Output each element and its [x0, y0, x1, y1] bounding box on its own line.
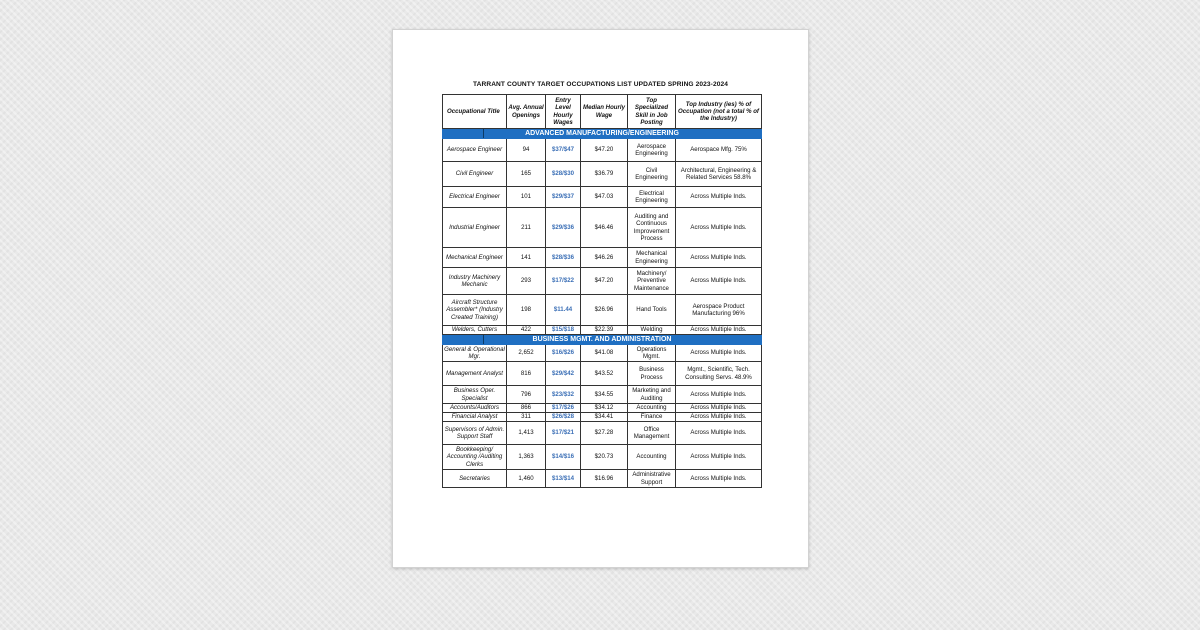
cell-annual-openings: 816 — [507, 362, 546, 386]
cell-occupational-title: General & Operational Mgr. — [444, 345, 505, 360]
cell-median-wage: $41.08 — [581, 345, 628, 362]
cell-median-wage: $20.73 — [581, 445, 628, 470]
cell-top-industry: Across Multiple Inds. — [676, 413, 762, 422]
document-title: TARRANT COUNTY TARGET OCCUPATIONS LIST UPDATED SPRING 2023-2024 — [472, 81, 729, 88]
cell-annual-openings: 94 — [507, 139, 546, 162]
header-top-industry: Top Industry (ies) % of Occupation (not a total % of the Industry) — [676, 95, 762, 129]
table-row — [443, 139, 762, 162]
table-row — [443, 362, 762, 386]
cell-top-industry: Across Multiple Inds. — [676, 386, 762, 404]
cell-entry-wage: $17/$22 — [546, 268, 581, 295]
cell-annual-openings: 796 — [507, 386, 546, 404]
cell-top-skill: Mechanical Engineering — [628, 248, 676, 268]
section-header — [443, 129, 762, 139]
table-row — [443, 345, 762, 362]
cell-annual-openings: 1,460 — [507, 470, 546, 488]
cell-annual-openings: 311 — [507, 413, 546, 422]
header-top-skill: Top Specialized Skill in Job Posting — [628, 95, 676, 129]
cell-top-skill: Machinery/ Preventive Maintenance — [628, 268, 676, 295]
table-row — [443, 422, 762, 445]
section-label: BUSINESS MGMT. AND ADMINISTRATION — [532, 336, 672, 343]
cell-occupational-title: Mechanical Engineer — [443, 248, 507, 268]
table-body — [443, 129, 762, 488]
cell-entry-wage: $13/$14 — [546, 470, 581, 488]
cell-entry-wage: $29/$36 — [546, 208, 581, 248]
cell-entry-wage: $17/$21 — [546, 422, 581, 445]
cell-top-skill: Aerospace Engineering — [628, 139, 676, 162]
table-row — [443, 248, 762, 268]
cell-occupational-title: Industrial Engineer — [443, 208, 507, 248]
header-median-wage: Median Hourly Wage — [581, 95, 628, 129]
cell-annual-openings: 2,652 — [507, 345, 546, 362]
table-row — [443, 295, 762, 326]
table-row — [443, 470, 762, 488]
cell-top-industry: Across Multiple Inds. — [676, 470, 762, 488]
cell-annual-openings: 211 — [507, 208, 546, 248]
header-occupational-title: Occupational Title — [443, 95, 507, 129]
cell-entry-wage: $15/$18 — [546, 326, 581, 335]
cell-entry-wage: $29/$37 — [546, 187, 581, 208]
cell-median-wage: $43.52 — [581, 362, 628, 386]
table-header-row — [443, 95, 762, 129]
cell-top-skill: Administrative Support — [628, 470, 676, 488]
document-page — [392, 29, 809, 568]
cell-median-wage: $46.26 — [581, 248, 628, 268]
table-row — [443, 187, 762, 208]
cell-top-industry: Across Multiple Inds. — [676, 404, 762, 413]
cell-median-wage: $22.39 — [581, 326, 628, 335]
cell-top-industry: Across Multiple Inds. — [676, 326, 762, 335]
table-row — [443, 208, 762, 248]
table-row — [443, 413, 762, 422]
cell-top-skill: Business Process — [628, 362, 676, 386]
cell-top-skill: Welding — [628, 326, 676, 335]
cell-entry-wage: $26/$28 — [546, 413, 581, 422]
cell-top-industry: Across Multiple Inds. — [676, 345, 762, 362]
cell-top-industry: Aerospace Product Manufacturing 96% — [676, 295, 762, 326]
cell-median-wage: $26.96 — [581, 295, 628, 326]
cell-annual-openings: 198 — [507, 295, 546, 326]
cell-median-wage: $34.41 — [581, 413, 628, 422]
cell-top-skill: Accounting — [628, 404, 676, 413]
header-annual-openings: Avg. Annual Openings — [507, 95, 546, 129]
table-row — [443, 268, 762, 295]
cell-occupational-title: Industry Machinery Mechanic — [443, 268, 507, 295]
cell-annual-openings: 1,363 — [507, 445, 546, 470]
cell-top-skill: Electrical Engineering — [628, 187, 676, 208]
cell-median-wage: $16.96 — [581, 470, 628, 488]
cell-annual-openings: 422 — [507, 326, 546, 335]
cell-occupational-title: Aircraft Structure Assembler* (Industry Created Training) — [443, 295, 507, 326]
cell-top-skill: Auditing and Continuous Improvement Process — [628, 208, 676, 248]
occupations-table — [442, 94, 762, 488]
table-row — [443, 386, 762, 404]
cell-annual-openings: 1,413 — [507, 422, 546, 445]
section-header — [443, 335, 762, 345]
cell-top-skill: Office Management — [628, 422, 676, 445]
cell-occupational-title: Secretaries — [443, 470, 507, 488]
cell-top-skill: Finance — [628, 413, 676, 422]
cell-entry-wage: $28/$36 — [546, 248, 581, 268]
cell-top-industry: Architectural, Engineering & Related Services 58.8% — [676, 162, 762, 187]
cell-median-wage: $47.03 — [581, 187, 628, 208]
cell-top-industry: Across Multiple Inds. — [676, 268, 762, 295]
table-row — [443, 326, 762, 335]
section-divider — [483, 129, 484, 138]
cell-median-wage: $34.12 — [581, 404, 628, 413]
cell-occupational-title: Supervisors of Admin. Support Staff — [443, 422, 507, 445]
cell-entry-wage: $37/$47 — [546, 139, 581, 162]
cell-top-skill: Operations Mgmt. — [628, 345, 676, 362]
cell-top-industry: Across Multiple Inds. — [676, 248, 762, 268]
cell-entry-wage: $14/$16 — [546, 445, 581, 470]
cell-annual-openings: 165 — [507, 162, 546, 187]
cell-annual-openings: 101 — [507, 187, 546, 208]
cell-median-wage: $36.79 — [581, 162, 628, 187]
header-entry-wages: Entry Level Hourly Wages — [546, 95, 581, 129]
table-row — [443, 445, 762, 470]
cell-top-industry: Across Multiple Inds. — [676, 208, 762, 248]
cell-median-wage: $47.20 — [581, 268, 628, 295]
cell-occupational-title: Aerospace Engineer — [443, 139, 507, 162]
cell-occupational-title: Business Oper. Specialist — [443, 386, 507, 404]
cell-entry-wage: $23/$32 — [546, 386, 581, 404]
table-row — [443, 404, 762, 413]
cell-entry-wage: $17/$26 — [546, 404, 581, 413]
section-divider — [483, 335, 484, 344]
cell-occupational-title: Bookkeeping/ Accounting /Auditing Clerks — [443, 445, 507, 470]
cell-entry-wage: $29/$42 — [546, 362, 581, 386]
cell-entry-wage: $11.44 — [546, 295, 581, 326]
section-header-row — [443, 129, 762, 139]
cell-occupational-title: Financial Analyst — [443, 413, 507, 422]
cell-top-skill: Marketing and Auditing — [628, 386, 676, 404]
cell-top-skill: Accounting — [628, 445, 676, 470]
cell-median-wage: $47.20 — [581, 139, 628, 162]
cell-occupational-title: Welders, Cutters — [443, 326, 507, 335]
cell-median-wage: $46.46 — [581, 208, 628, 248]
cell-top-skill: Hand Tools — [628, 295, 676, 326]
cell-top-industry: Mgmt., Scientific, Tech. Consulting Servs. 48.9% — [676, 362, 762, 386]
cell-occupational-title: Management Analyst — [443, 362, 507, 386]
cell-annual-openings: 141 — [507, 248, 546, 268]
cell-occupational-title: Accounts/Auditors — [443, 404, 507, 413]
section-label: ADVANCED MANUFACTURING/ENGINEERING — [525, 130, 679, 137]
cell-median-wage: $27.28 — [581, 422, 628, 445]
cell-top-industry: Across Multiple Inds. — [676, 187, 762, 208]
cell-entry-wage: $16/$26 — [546, 345, 581, 362]
cell-annual-openings: 293 — [507, 268, 546, 295]
table-row — [443, 162, 762, 187]
cell-annual-openings: 866 — [507, 404, 546, 413]
cell-occupational-title: Civil Engineer — [443, 162, 507, 187]
cell-top-industry: Aerospace Mfg. 75% — [676, 139, 762, 162]
cell-top-industry: Across Multiple Inds. — [676, 445, 762, 470]
cell-median-wage: $34.55 — [581, 386, 628, 404]
cell-top-industry: Across Multiple Inds. — [676, 422, 762, 445]
cell-entry-wage: $28/$30 — [546, 162, 581, 187]
section-header-row — [443, 335, 762, 345]
cell-occupational-title: Electrical Engineer — [443, 187, 507, 208]
cell-top-skill: Civil Engineering — [628, 162, 676, 187]
